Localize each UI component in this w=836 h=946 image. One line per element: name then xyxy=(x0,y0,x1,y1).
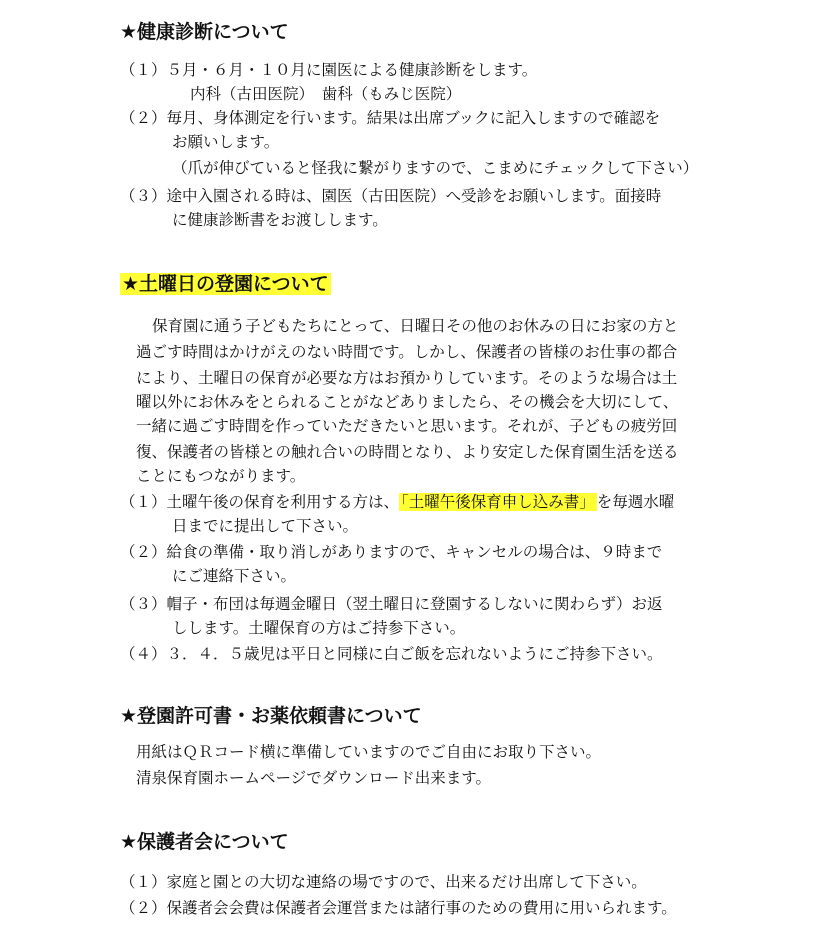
saturday-item-2: （２）給食の準備・取り消しがありますので、キャンセルの場合は、９時まで xyxy=(120,543,663,561)
guardian-heading: ★保護者会について xyxy=(120,831,289,853)
saturday-para-line: 曜以外にお休みをとられることがなどありましたら、その機会を大切にして、 xyxy=(136,393,679,411)
health-item-1: （１）５月・６月・１０月に園医による健康診断をします。 xyxy=(120,61,538,79)
saturday-item-1 xyxy=(120,490,674,514)
saturday-item-2-cont: にご連絡下さい。 xyxy=(172,567,297,585)
saturday-para-line: ことにもつながります。 xyxy=(136,467,306,485)
guardian-item-2: （２）保護者会会費は保護者会運営または諸行事のための費用に用いられます。 xyxy=(120,899,677,917)
saturday-para-line: 保育園に通う子どもたちにとって、日曜日その他のお休みの日にお家の方と xyxy=(152,317,679,335)
health-heading: ★健康診断について xyxy=(120,21,289,43)
saturday-para-line: により、土曜日の保育が必要な方はお預かりしています。そのような場合は土 xyxy=(136,369,678,387)
permit-line-2: 清泉保育園ホームページでダウンロード出来ます。 xyxy=(136,769,491,787)
saturday-item-1-pre: （１）土曜午後の保育を利用する方は、 xyxy=(120,493,400,511)
health-item-3: （３）途中入園される時は、園医（古田医院）へ受診をお願いします。面接時 xyxy=(120,187,662,205)
saturday-form-name: 「土曜午後保育申し込み書」 xyxy=(401,493,595,511)
permit-line-1: 用紙はＱＲコード横に準備していますのでご自由にお取り下さい。 xyxy=(136,743,602,761)
health-item-2-cont: お願いします。 xyxy=(172,133,280,151)
saturday-heading-text: ★土曜日の登園について xyxy=(122,273,329,295)
saturday-item-4: （４）３．４．５歳児は平日と同様に白ご飯を忘れないようにご持参下さい。 xyxy=(120,645,663,663)
saturday-item-3: （３）帽子・布団は毎週金曜日（翌土曜日に登園するしないに関わらず）お返 xyxy=(120,595,663,613)
health-item-2-note: （爪が伸びていると怪我に繋がりますので、こまめにチェックして下さい） xyxy=(172,159,699,177)
saturday-para-line: 復、保護者の皆様との触れ合いの時間となり、より安定した保育園生活を送る xyxy=(136,443,679,461)
saturday-item-3-cont: しします。土曜保育の方はご持参下さい。 xyxy=(172,619,466,637)
saturday-para-line: 一緒に過ごす時間を作っていただきたいと思います。それが、子どもの疲労回 xyxy=(136,417,678,435)
saturday-item-1-post: を毎週水曜 xyxy=(596,493,675,511)
saturday-para-line: 過ごす時間はかけがえのない時間です。しかし、保護者の皆様のお仕事の都合 xyxy=(136,343,678,361)
guardian-item-1: （１）家庭と園との大切な連絡の場ですので、出来るだけ出席して下さい。 xyxy=(120,873,647,891)
health-item-2: （２）毎月、身体測定を行います。結果は出席ブックに記入しますので確認を xyxy=(120,109,661,127)
permit-heading: ★登園許可書・お薬依頼書について xyxy=(120,705,422,727)
health-item-3-cont: に健康診断書をお渡しします。 xyxy=(172,211,388,229)
saturday-item-1-cont: 日までに提出して下さい。 xyxy=(172,517,359,535)
health-item-1-sub: 内科（古田医院） 歯科（もみじ医院） xyxy=(190,85,462,103)
saturday-heading xyxy=(120,272,331,296)
